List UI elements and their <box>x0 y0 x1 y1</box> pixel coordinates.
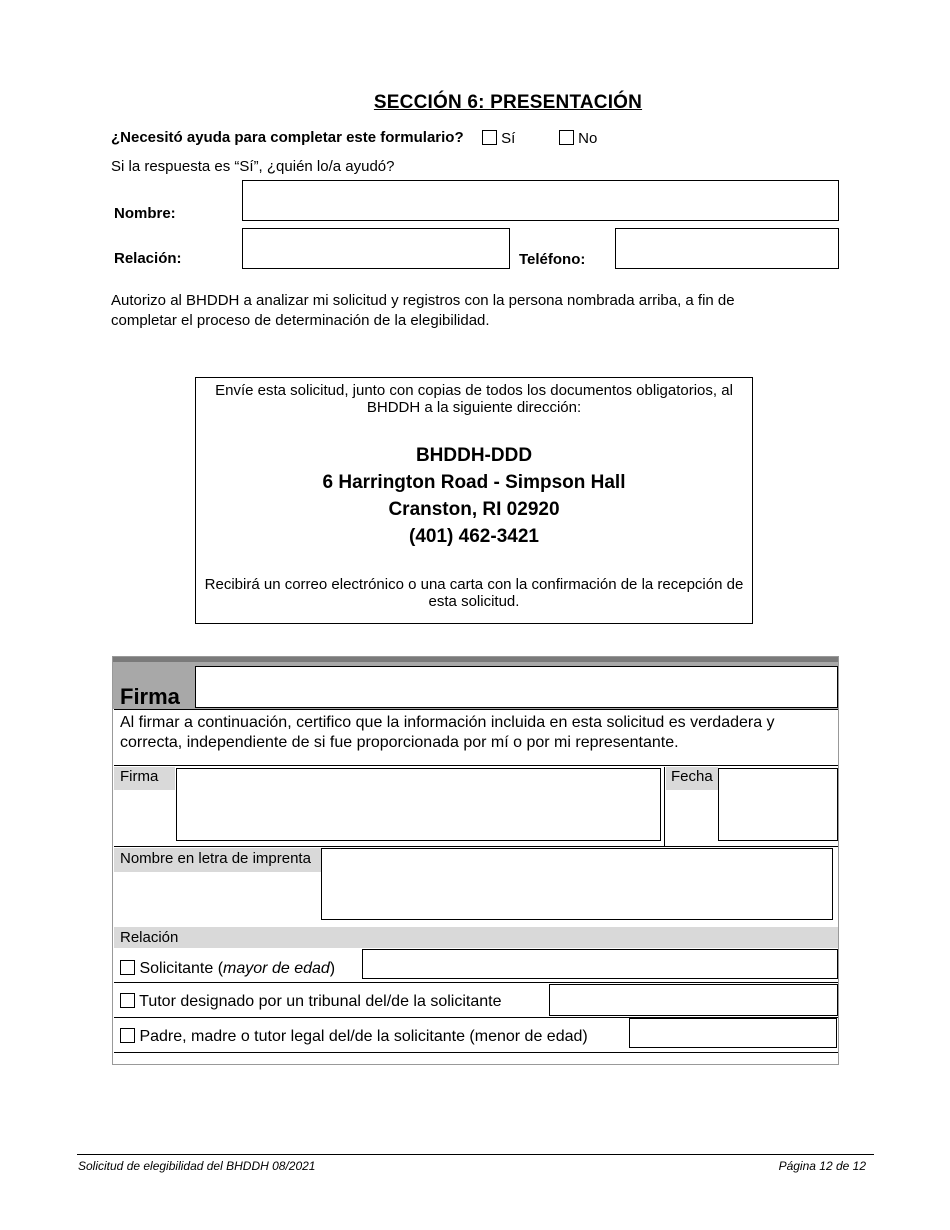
mailing-address <box>196 442 752 550</box>
applicant-pre: Solicitante ( <box>139 960 224 977</box>
applicant-field[interactable] <box>362 949 838 979</box>
confirmation-text: Recibirá un correo electrónico o una carta con la confirmación de la recepción de esta solicitud. <box>204 576 744 610</box>
relation-option-court-guardian[interactable] <box>120 993 501 1011</box>
option-yes[interactable] <box>482 130 515 147</box>
sign-label: Firma <box>120 768 159 785</box>
parent-label: Padre, madre o tutor legal del/de la solicitante (menor de edad) <box>139 1028 588 1045</box>
certification-text: Al firmar a continuación, certifico que la información incluida en esta solicitud es verdadera y correcta, independiente de si fue proporcionada por mí o por mi representante. <box>114 709 838 766</box>
date-label: Fecha <box>671 768 713 785</box>
address-city: Cranston, RI 02920 <box>388 499 560 520</box>
mailing-intro: Envíe esta solicitud, junto con copias de todos los documentos obligatorios, al BHDDH a la siguiente dirección: <box>215 382 733 416</box>
relation-divider-1 <box>114 982 838 983</box>
option-no-label: No <box>578 130 598 147</box>
parent-field[interactable] <box>629 1018 837 1048</box>
who-helped-text: Si la respuesta es “Sí”, ¿quién lo/a ayudó? <box>111 158 395 175</box>
applicant-post: ) <box>329 960 336 977</box>
court-guardian-checkbox[interactable] <box>120 993 135 1008</box>
applicant-adult: mayor de edad <box>223 960 330 977</box>
mailing-instructions-box <box>195 377 753 624</box>
row-divider <box>114 846 838 847</box>
signature-field[interactable] <box>176 768 661 841</box>
helper-name-field[interactable] <box>242 180 839 221</box>
no-checkbox[interactable] <box>559 130 574 145</box>
court-guardian-field[interactable] <box>549 984 838 1016</box>
sign-date-divider <box>664 767 665 847</box>
section-title: SECCIÓN 6: PRESENTACIÓN <box>373 92 643 113</box>
footer-rule <box>77 1154 874 1155</box>
yes-checkbox[interactable] <box>482 130 497 145</box>
footer-page-number: Página 12 de 12 <box>778 1159 866 1173</box>
option-no[interactable] <box>559 130 597 147</box>
date-field[interactable] <box>718 768 838 841</box>
address-street: 6 Harrington Road - Simpson Hall <box>322 472 626 493</box>
address-phone: (401) 462-3421 <box>409 526 539 547</box>
parent-checkbox[interactable] <box>120 1028 135 1043</box>
signature-header-field[interactable] <box>195 666 838 708</box>
print-name-label: Nombre en letra de imprenta <box>120 850 311 867</box>
relation-option-parent[interactable] <box>120 1028 588 1046</box>
applicant-checkbox[interactable] <box>120 960 135 975</box>
authorization-text: Autorizo al BHDDH a analizar mi solicitud y registros con la persona nombrada arriba, a fin de completar el proceso de determinación de la elegibilidad. <box>111 292 735 329</box>
helper-relation-field[interactable] <box>242 228 510 269</box>
option-yes-label: Sí <box>501 130 516 147</box>
print-name-field[interactable] <box>321 848 833 920</box>
helper-phone-label: Teléfono: <box>519 251 586 268</box>
helper-phone-field[interactable] <box>615 228 839 269</box>
helper-relation-label: Relación: <box>114 250 182 267</box>
court-guardian-label: Tutor designado por un tribunal del/de la solicitante <box>139 993 502 1010</box>
signature-heading: Firma <box>120 684 180 709</box>
help-question: ¿Necesitó ayuda para completar este formulario? <box>111 129 464 146</box>
footer-left: Solicitud de elegibilidad del BHDDH 08/2021 <box>78 1159 316 1173</box>
address-org: BHDDH-DDD <box>415 445 533 466</box>
helper-name-label: Nombre: <box>114 205 176 222</box>
relation-label: Relación <box>120 929 179 946</box>
relation-option-applicant[interactable] <box>120 960 335 978</box>
relation-divider-3 <box>114 1052 838 1053</box>
relation-label-bg <box>114 927 838 948</box>
